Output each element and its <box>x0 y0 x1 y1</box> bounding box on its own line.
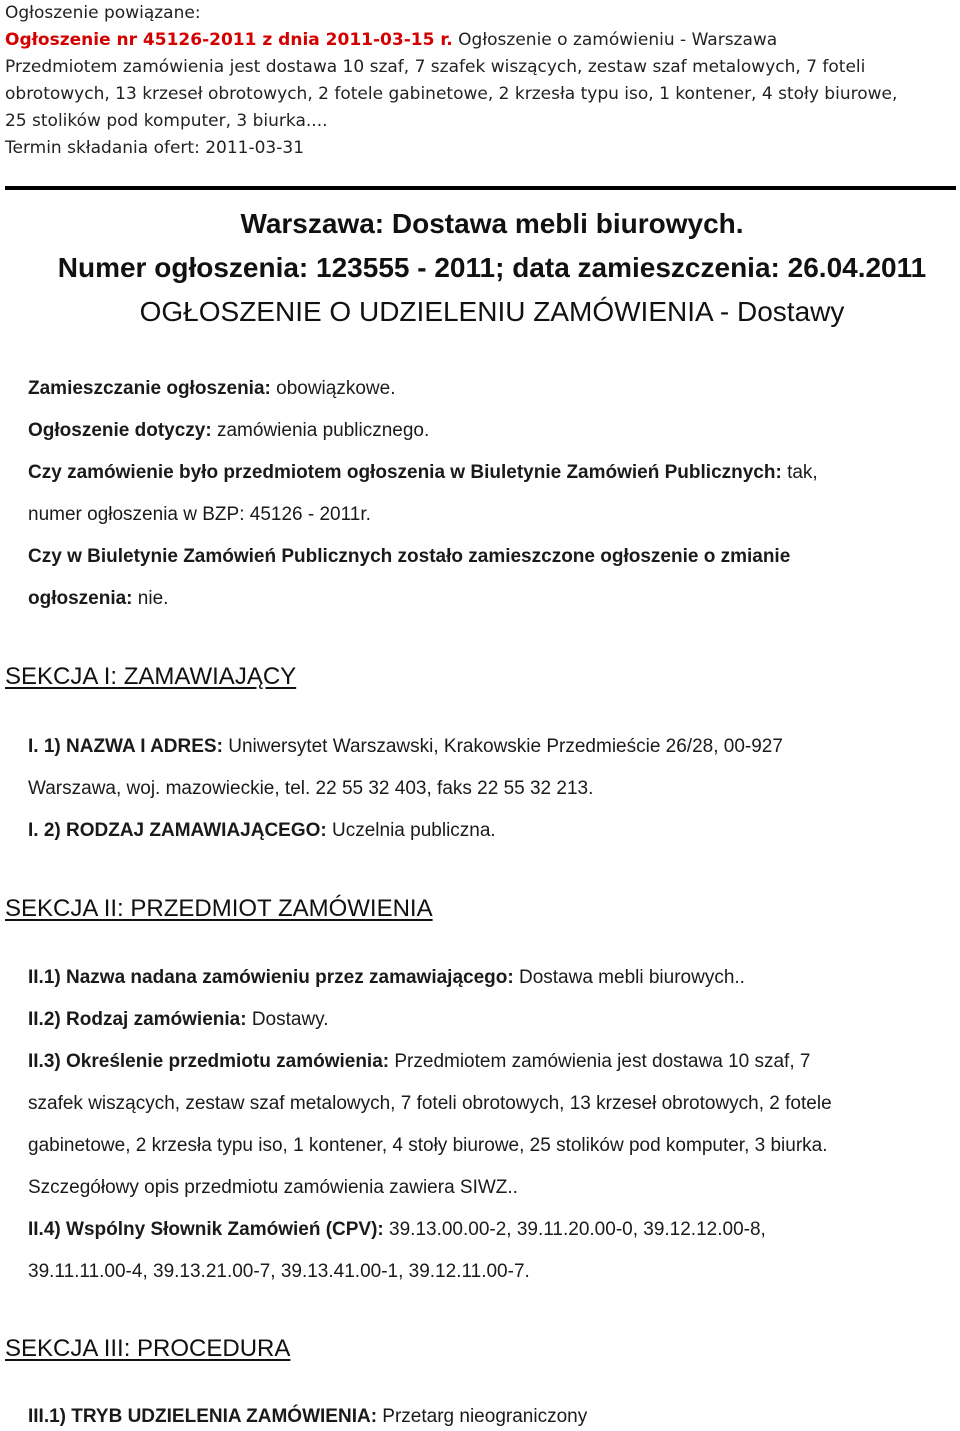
related-line-1 <box>5 27 955 54</box>
ii1-value: Dostawa mebli biurowych.. <box>513 967 745 988</box>
concerns-label: Ogłoszenie dotyczy: <box>28 420 212 441</box>
i1-line-2: Warszawa, woj. mazowieckie, tel. 22 55 32 403, faks 22 55 32 213. <box>28 778 594 799</box>
related-deadline: Termin składania ofert: 2011-03-31 <box>5 138 305 158</box>
ii4-line-1 <box>28 1219 766 1241</box>
iii1-line <box>28 1406 587 1428</box>
page-title: Warszawa: Dostawa mebli biurowych. <box>240 208 744 239</box>
i1-value: Uniwersytet Warszawski, Krakowskie Przedmieście 26/28, 00-927 <box>222 736 783 757</box>
ii4-label: II.4) Wspólny Słownik Zamówień (CPV): <box>28 1219 384 1240</box>
iii1-value: Przetarg nieograniczony <box>377 1406 588 1427</box>
change-label: ogłoszenia: <box>28 588 133 609</box>
section-1-title: SEKCJA I: ZAMAWIAJĄCY <box>5 663 297 690</box>
related-label: Ogłoszenie powiązane: <box>5 3 201 23</box>
bzp-line-1 <box>28 462 818 484</box>
change-line-2 <box>28 588 168 610</box>
notice-number: Numer ogłoszenia: 123555 - 2011; data zamieszczenia: 26.04.2011 <box>57 252 927 283</box>
ii3-line-2: szafek wiszących, zestaw szaf metalowych, 7 foteli obrotowych, 13 krzeseł obrotowych, 2 fotele <box>28 1093 832 1114</box>
ii3-label: II.3) Określenie przedmiotu zamówienia: <box>28 1051 390 1072</box>
related-line-2: Przedmiotem zamówienia jest dostawa 10 szaf, 7 szafek wiszących, zestaw szaf metalowych, 7 foteli <box>5 57 866 77</box>
placement-value: obowiązkowe. <box>270 378 396 399</box>
change-line-1: Czy w Biuletynie Zamówień Publicznych zostało zamieszczone ogłoszenie o zmianie <box>28 546 791 567</box>
ii3-line-1 <box>28 1051 810 1073</box>
ii2-label: II.2) Rodzaj zamówienia: <box>28 1009 247 1030</box>
bzp-label: Czy zamówienie było przedmiotem ogłoszenia w Biuletynie Zamówień Publicznych: <box>28 462 782 483</box>
i2-label: I. 2) RODZAJ ZAMAWIAJĄCEGO: <box>28 820 327 841</box>
related-line-3: obrotowych, 13 krzeseł obrotowych, 2 fotele gabinetowe, 2 krzesła typu iso, 1 kontener, 4 stoły biurowe, <box>5 84 898 104</box>
concerns-value: zamówienia publicznego. <box>211 420 430 441</box>
ii2-line <box>28 1009 329 1031</box>
ii1-line <box>28 967 745 989</box>
ii2-value: Dostawy. <box>246 1009 329 1030</box>
related-notice-link[interactable]: Ogłoszenie nr 45126-2011 z dnia 2011-03-15 r. <box>5 30 453 50</box>
ii4-value: 39.13.00.00-2, 39.11.20.00-0, 39.12.12.00-8, <box>383 1219 766 1240</box>
i2-value: Uczelnia publiczna. <box>326 820 496 841</box>
ii4-line-2: 39.11.11.00-4, 39.13.21.00-7, 39.13.41.00-1, 39.12.11.00-7. <box>28 1261 530 1282</box>
notice-subtitle: OGŁOSZENIE O UDZIELENIU ZAMÓWIENIA - Dostawy <box>139 296 845 327</box>
related-notice <box>5 0 955 162</box>
section-3-title: SEKCJA III: PROCEDURA <box>5 1335 291 1362</box>
ii3-line-3: gabinetowe, 2 krzesła typu iso, 1 kontener, 4 stoły biurowe, 25 stolików pod komputer, 3 biurka. <box>28 1135 828 1156</box>
change-value: nie. <box>132 588 169 609</box>
i1-line-1 <box>28 736 783 758</box>
ii3-line-4: Szczegółowy opis przedmiotu zamówienia zawiera SIWZ.. <box>28 1177 518 1198</box>
i2-line <box>28 820 496 842</box>
iii1-label: III.1) TRYB UDZIELENIA ZAMÓWIENIA: <box>28 1406 378 1427</box>
ii3-value: Przedmiotem zamówienia jest dostawa 10 szaf, 7 <box>389 1051 811 1072</box>
section-2-title: SEKCJA II: PRZEDMIOT ZAMÓWIENIA <box>5 895 433 922</box>
related-line-4: 25 stolików pod komputer, 3 biurka.... <box>5 111 328 131</box>
concerns-line <box>28 420 429 442</box>
related-line-1-rest: Ogłoszenie o zamówieniu - Warszawa <box>452 30 778 50</box>
bzp-value: tak, <box>781 462 818 483</box>
bzp-line-2: numer ogłoszenia w BZP: 45126 - 2011r. <box>28 504 371 525</box>
placement-label: Zamieszczanie ogłoszenia: <box>28 378 271 399</box>
divider-rule <box>5 186 956 190</box>
ii1-label: II.1) Nazwa nadana zamówieniu przez zamawiającego: <box>28 967 514 988</box>
placement-line <box>28 378 395 400</box>
i1-label: I. 1) NAZWA I ADRES: <box>28 736 223 757</box>
